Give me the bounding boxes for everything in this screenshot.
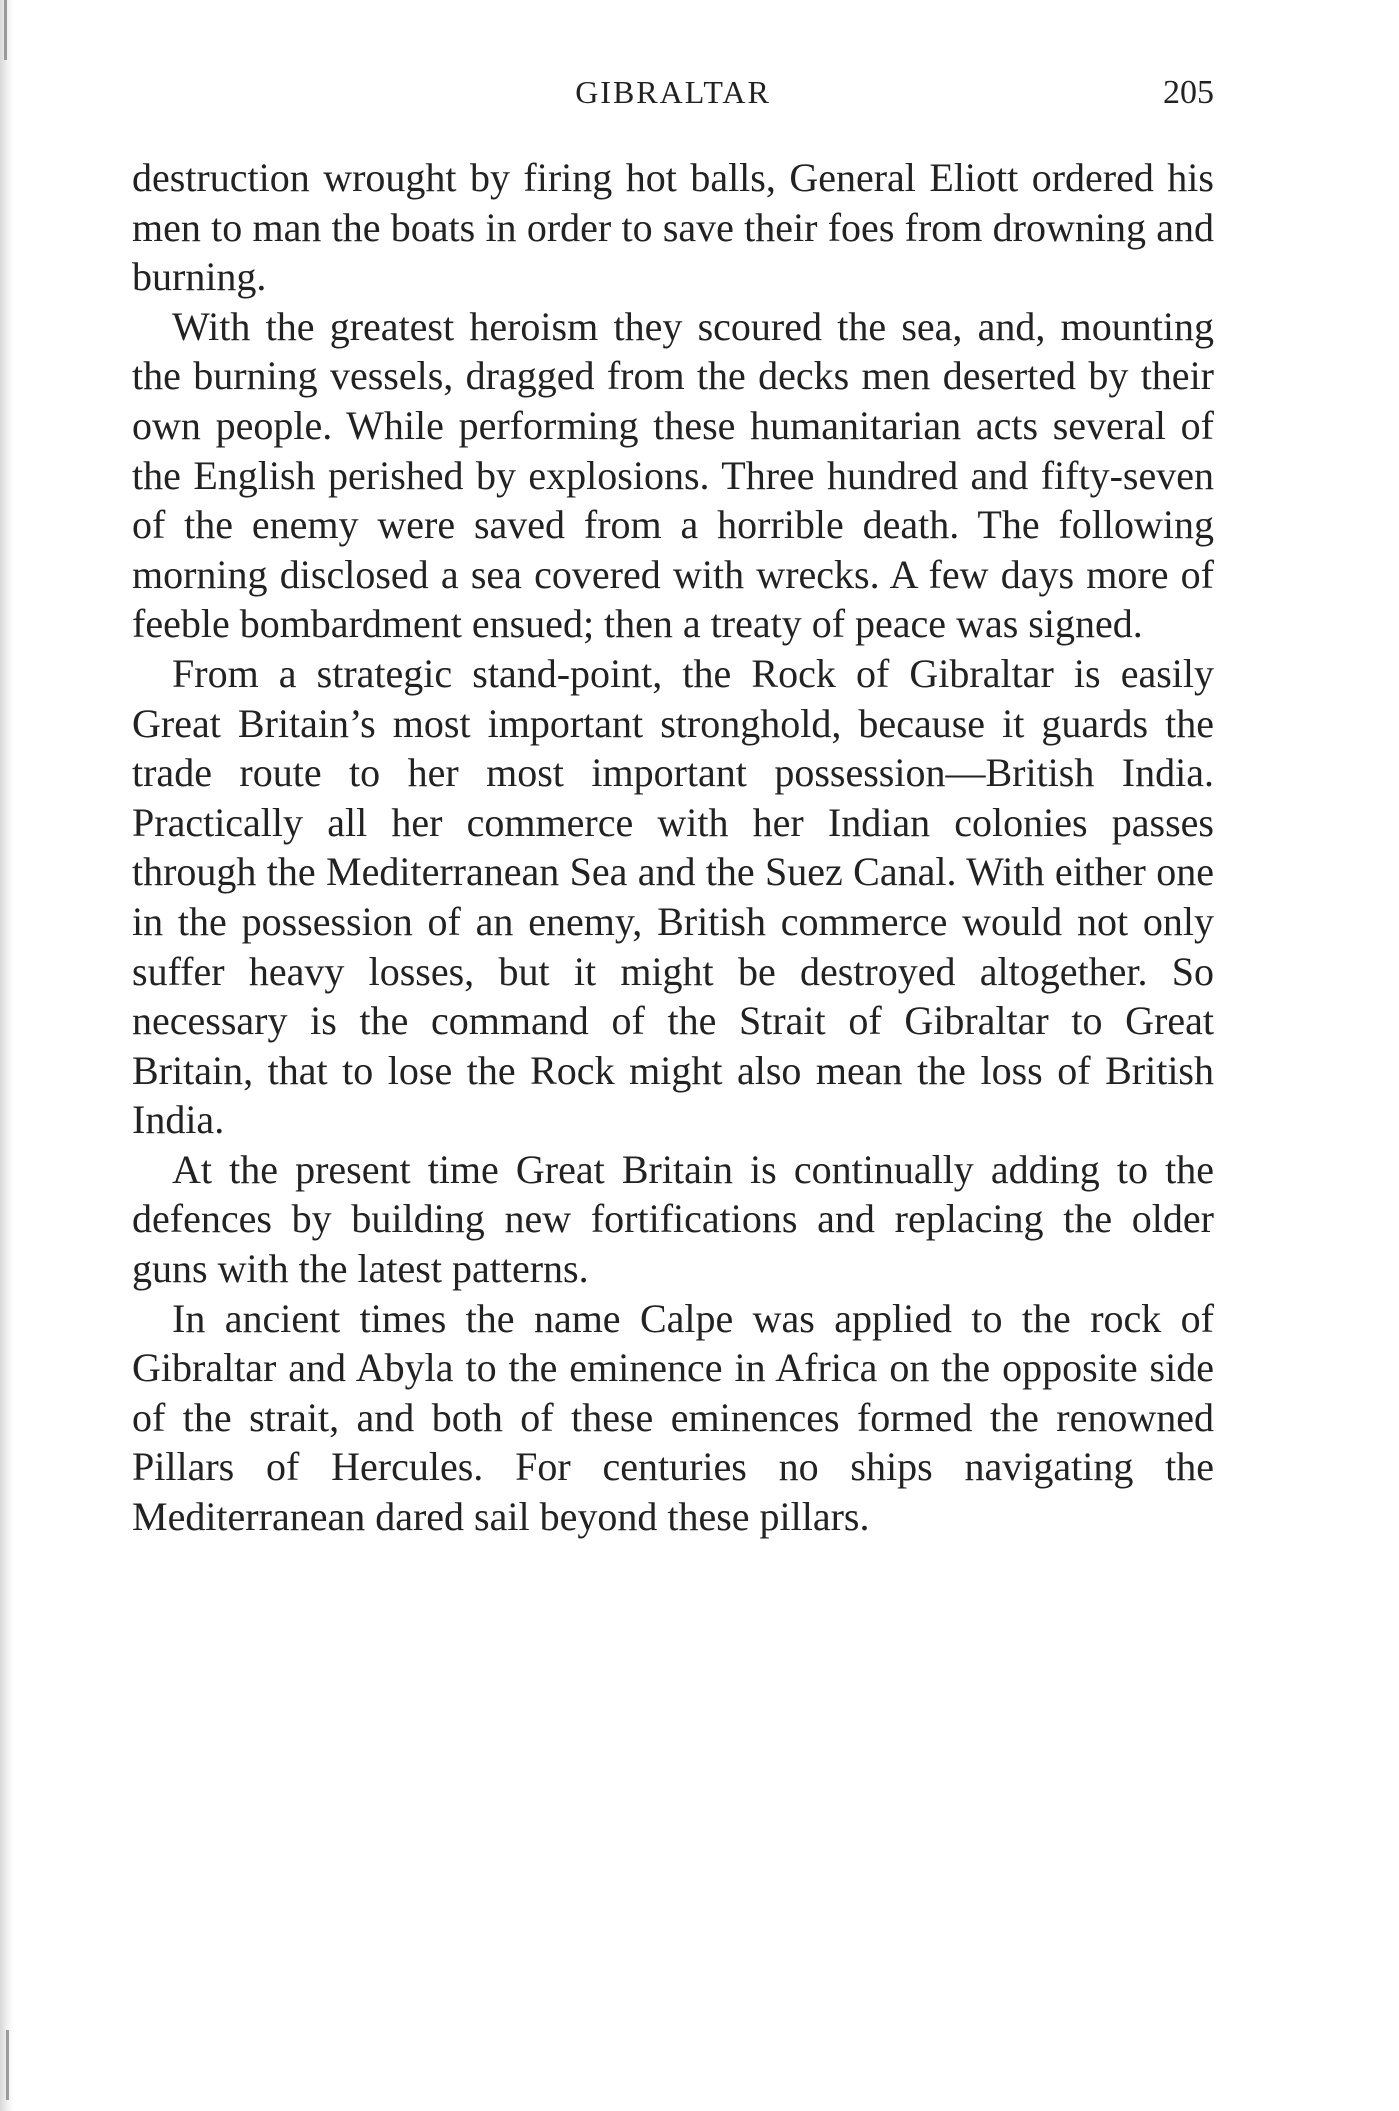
body-text [132, 153, 1214, 1542]
page-number: 205 [1163, 74, 1214, 111]
running-head: GIBRALTAR [575, 74, 771, 110]
gutter-mark [4, 0, 7, 60]
paragraph: With the greatest heroism they scoured the sea, and, mounting the burning vessels, dragged from the decks men deserted by their own people. While performing these humanitarian acts several of the English perished by explosions. Three hundred and fifty-seven of the enemy were saved from a horrible death. The following morning disclosed a sea covered with wrecks. A few days more of feeble bombardment ensued; then a treaty of peace was signed. [132, 303, 1214, 647]
gutter-mark [6, 2030, 9, 2100]
page-header [132, 74, 1214, 124]
page-gutter-edge [0, 0, 14, 2111]
paragraph: At the present time Great Britain is continually adding to the defences by building new fortifications and replacing the older guns with the latest patterns. [132, 1146, 1214, 1292]
paragraph-continuation: destruction wrought by firing hot balls, General Eliott ordered his men to man the boats in order to save their foes from drowning and burning. [132, 155, 1214, 300]
paragraph: From a strategic stand-point, the Rock of Gibraltar is easily Great Britain’s most important stronghold, because it guards the trade route to her most important possession—British India. Practically all her commerce with her Indian colonies passes through the Mediterranean Sea and the Suez Canal. With either one in the possession of an enemy, British commerce would not only suffer heavy losses, but it might be destroyed altogether. So necessary is the command of the Strait of Gibraltar to Great Britain, that to lose the Rock might also mean the loss of British India. [132, 650, 1214, 1143]
paragraph: In ancient times the name Calpe was applied to the rock of Gibraltar and Abyla to the eminence in Africa on the opposite side of the strait, and both of these eminences formed the renowned Pillars of Hercules. For centuries no ships navigating the Mediterranean dared sail beyond these pillars. [132, 1295, 1214, 1540]
